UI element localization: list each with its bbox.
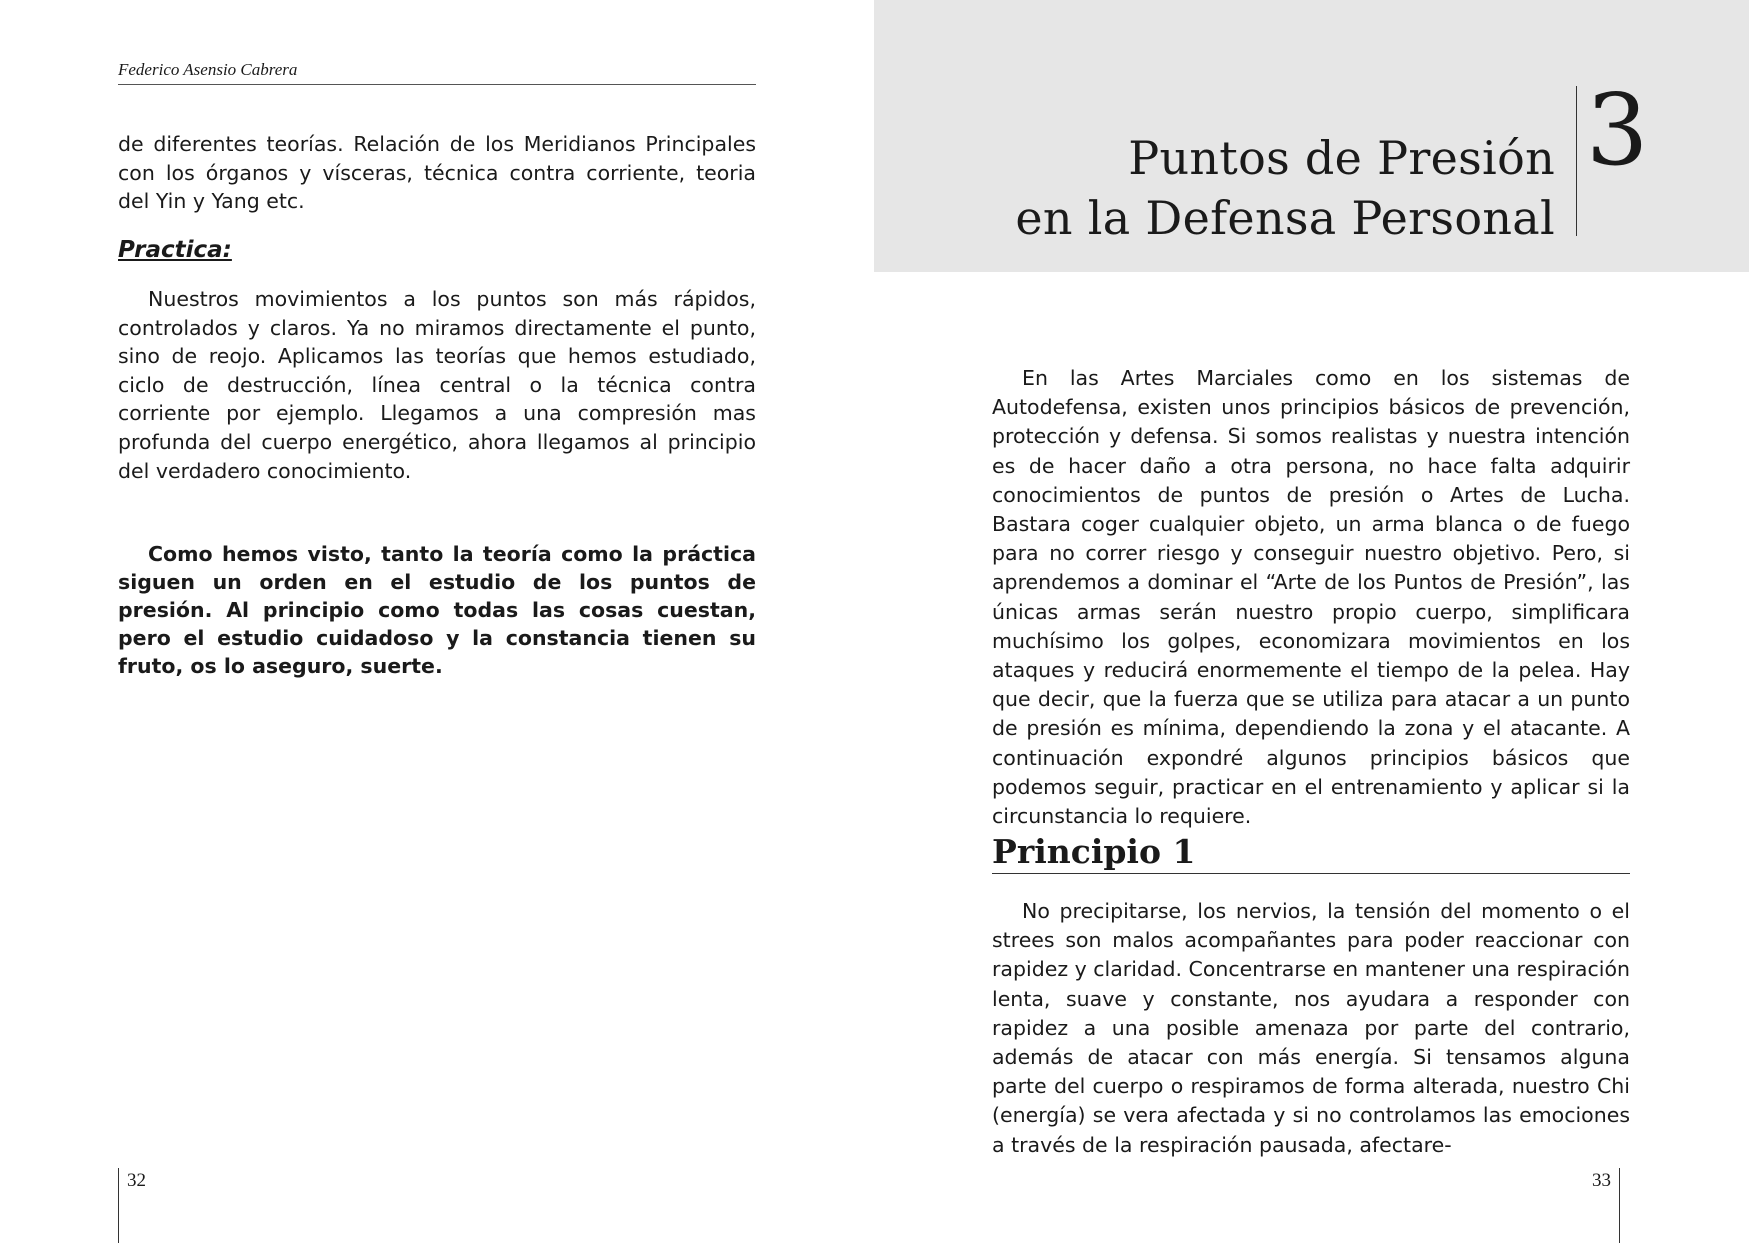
paragraph-intro: de diferentes teorías. Relación de los Meridianos Principales con los órganos y vísceras, técnica contra corriente, teoria del Yin y Yang etc.: [118, 132, 756, 214]
paragraph-conclusion: Como hemos visto, tanto la teoría como la práctica siguen un orden en el estudio de los puntos de presión. Al principio como todas las cosas cuestan, pero el estudio cuidadoso y la constancia tienen su fruto, os lo aseguro, suerte.: [118, 542, 756, 678]
section-heading-practica: Practica:: [118, 237, 232, 263]
chapter-number: 3: [1586, 74, 1649, 188]
chapter-title: [1015, 128, 1555, 248]
paragraph-chapter-intro: En las Artes Marciales como en los sistemas de Autodefensa, existen unos principios básicos de prevención, protección y defensa. Si somos realistas y nuestra intención es de hacer daño a otra persona, no hace falta adquirir conocimientos de puntos de presión o Artes de Lucha. Bastara coger cualquier objeto, un arma blanca o de fuego para no correr riesgo y conseguir nuestro objetivo. Pero, si aprendemos a dominar el “Arte de los Puntos de Presión”, las únicas armas serán nuestro propio cuerpo, simplificara muchísimo los golpes, economizara movimientos en los ataques y reducirá enormemente el tiempo de la pelea. Hay que decir, que la fuerza que se utiliza para atacar a un punto de presión es mínima, dependiendo la zona y el atacante. A continuación expondré algunos principios básicos que podemos seguir, practicar en el entrenamiento y aplicar si la circunstancia lo requiere.: [992, 366, 1630, 829]
right-page: [874, 0, 1749, 1241]
paragraph-principle-1: No precipitarse, los nervios, la tensión del momento o el strees son malos acompañantes para poder reaccionar con rapidez y claridad. Concentrarse en mantener una respiración lenta, suave y constante, nos ayudara a responder con rapidez a una posible amenaza por parte del contrario, además de atacar con más energía. Si tensamos alguna parte del cuerpo o respiramos de forma alterada, nuestro Chi (energía) se vera afectada y si no controlamos las emociones a través de la respiración pausada, afectare-: [992, 899, 1630, 1157]
paragraph-practica: Nuestros movimientos a los puntos son más rápidos, controlados y claros. Ya no miramos directamente el punto, sino de reojo. Aplicamos las teorías que hemos estudiado, ciclo de destrucción, línea central o la técnica contra corriente por ejemplo. Llegamos a una compresión mas profunda del cuerpo energético, ahora llegamos al principio del verdadero conocimiento.: [118, 287, 756, 483]
chapter-title-line-1: Puntos de Presión: [1128, 131, 1555, 185]
page-number-right: 33: [1592, 1168, 1620, 1243]
chapter-divider-rule: [1576, 86, 1577, 236]
chapter-title-line-2: en la Defensa Personal: [1015, 191, 1555, 245]
running-head: Federico Asensio Cabrera: [118, 60, 756, 85]
left-page: [0, 0, 874, 1241]
chapter-header-band: [874, 0, 1749, 272]
page-number-left: 32: [118, 1168, 146, 1243]
principle-heading: Principio 1: [992, 832, 1630, 874]
